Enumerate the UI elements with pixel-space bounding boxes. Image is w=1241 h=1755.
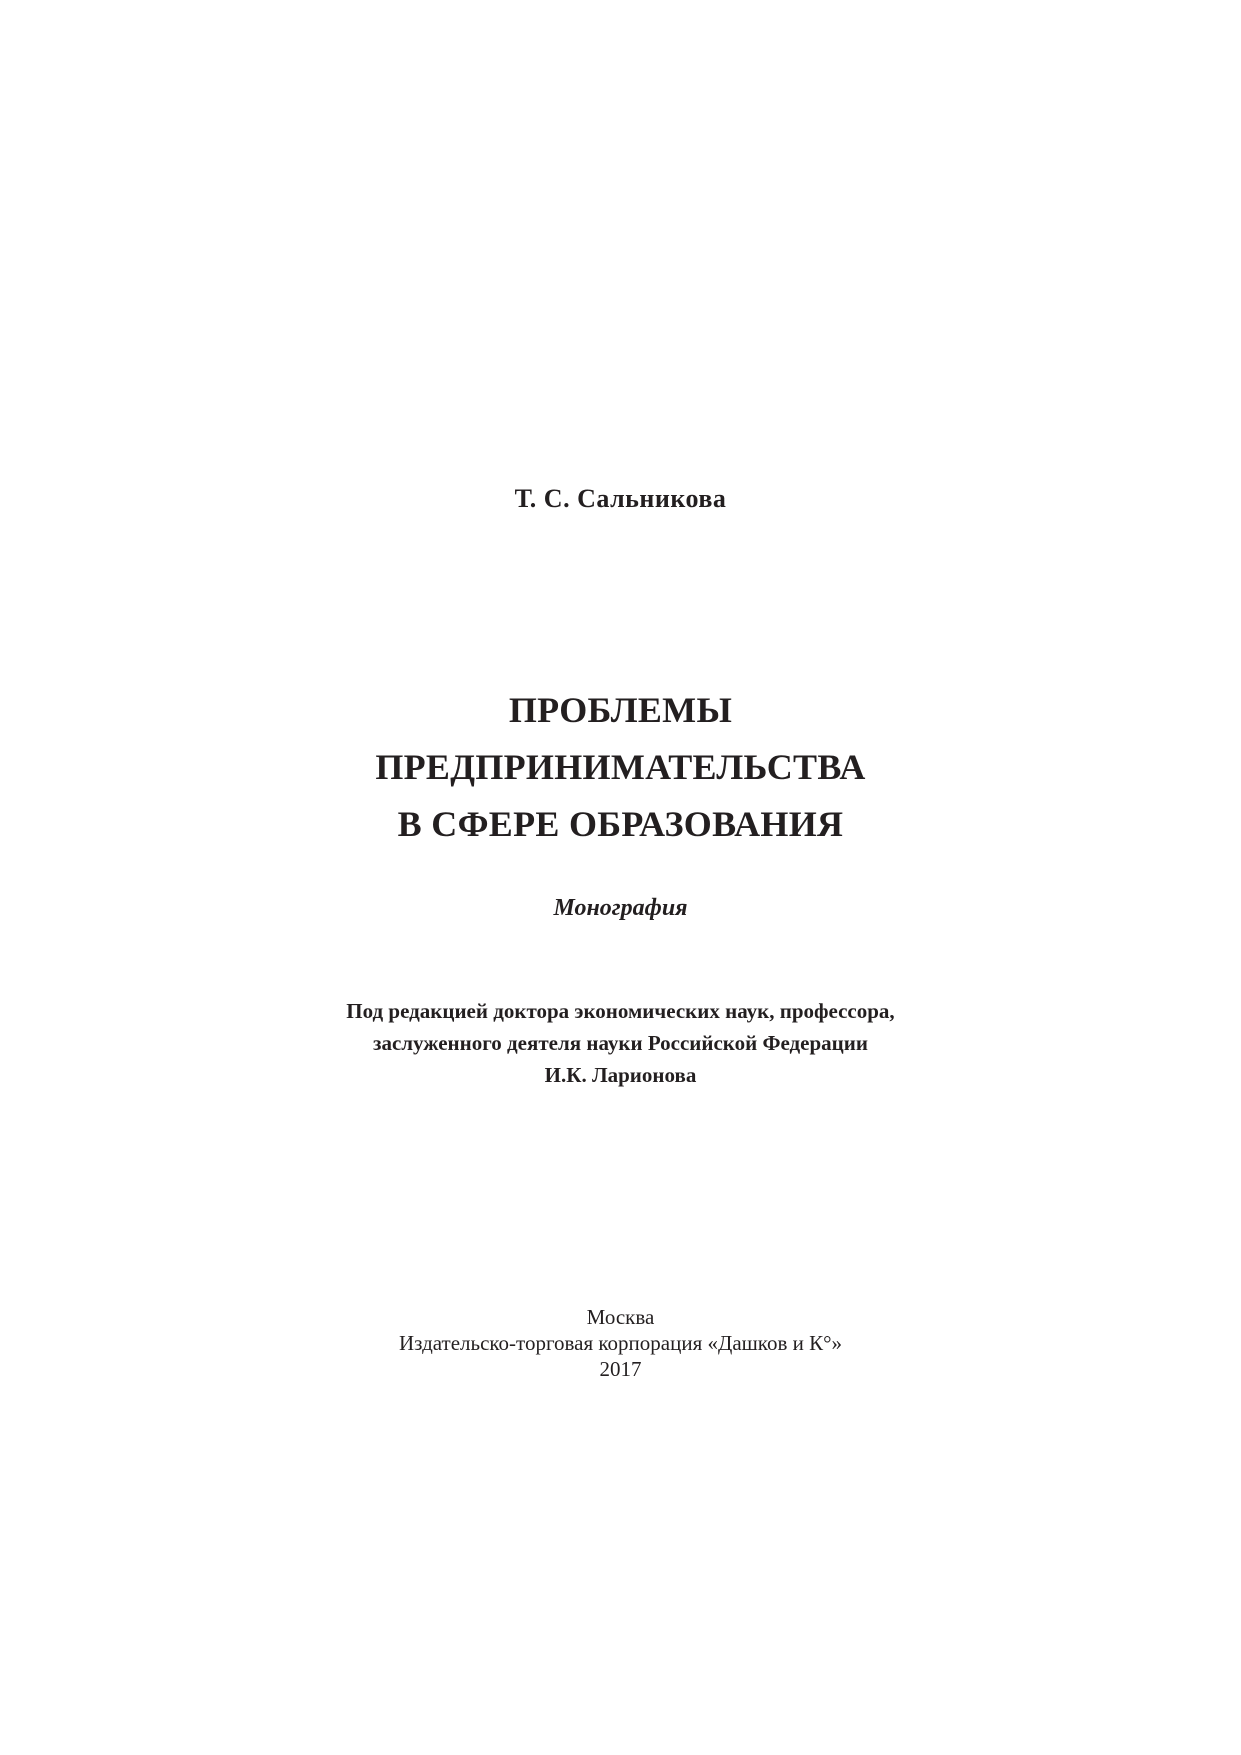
title-line-2: ПРЕДПРИНИМАТЕЛЬСТВА (375, 747, 866, 787)
title-line-3: В СФЕРЕ ОБРАЗОВАНИЯ (397, 804, 844, 844)
genre-label: Монография (553, 895, 688, 921)
editor-line-1: Под редакцией доктора экономических наук, профессора, (346, 999, 895, 1023)
imprint-publisher: Издательско-торговая корпорация «Дашков и К°» (399, 1331, 842, 1355)
imprint-block (0, 1304, 1241, 1382)
editor-credit (0, 995, 1241, 1091)
book-title (0, 682, 1241, 853)
author-name: Т. С. Сальникова (514, 484, 727, 513)
editor-line-2: заслуженного деятеля науки Российской Федерации (373, 1031, 868, 1055)
imprint-city: Москва (586, 1305, 655, 1329)
editor-line-3: И.К. Ларионова (544, 1063, 697, 1087)
title-line-1: ПРОБЛЕМЫ (508, 690, 733, 730)
imprint-year: 2017 (599, 1357, 642, 1381)
